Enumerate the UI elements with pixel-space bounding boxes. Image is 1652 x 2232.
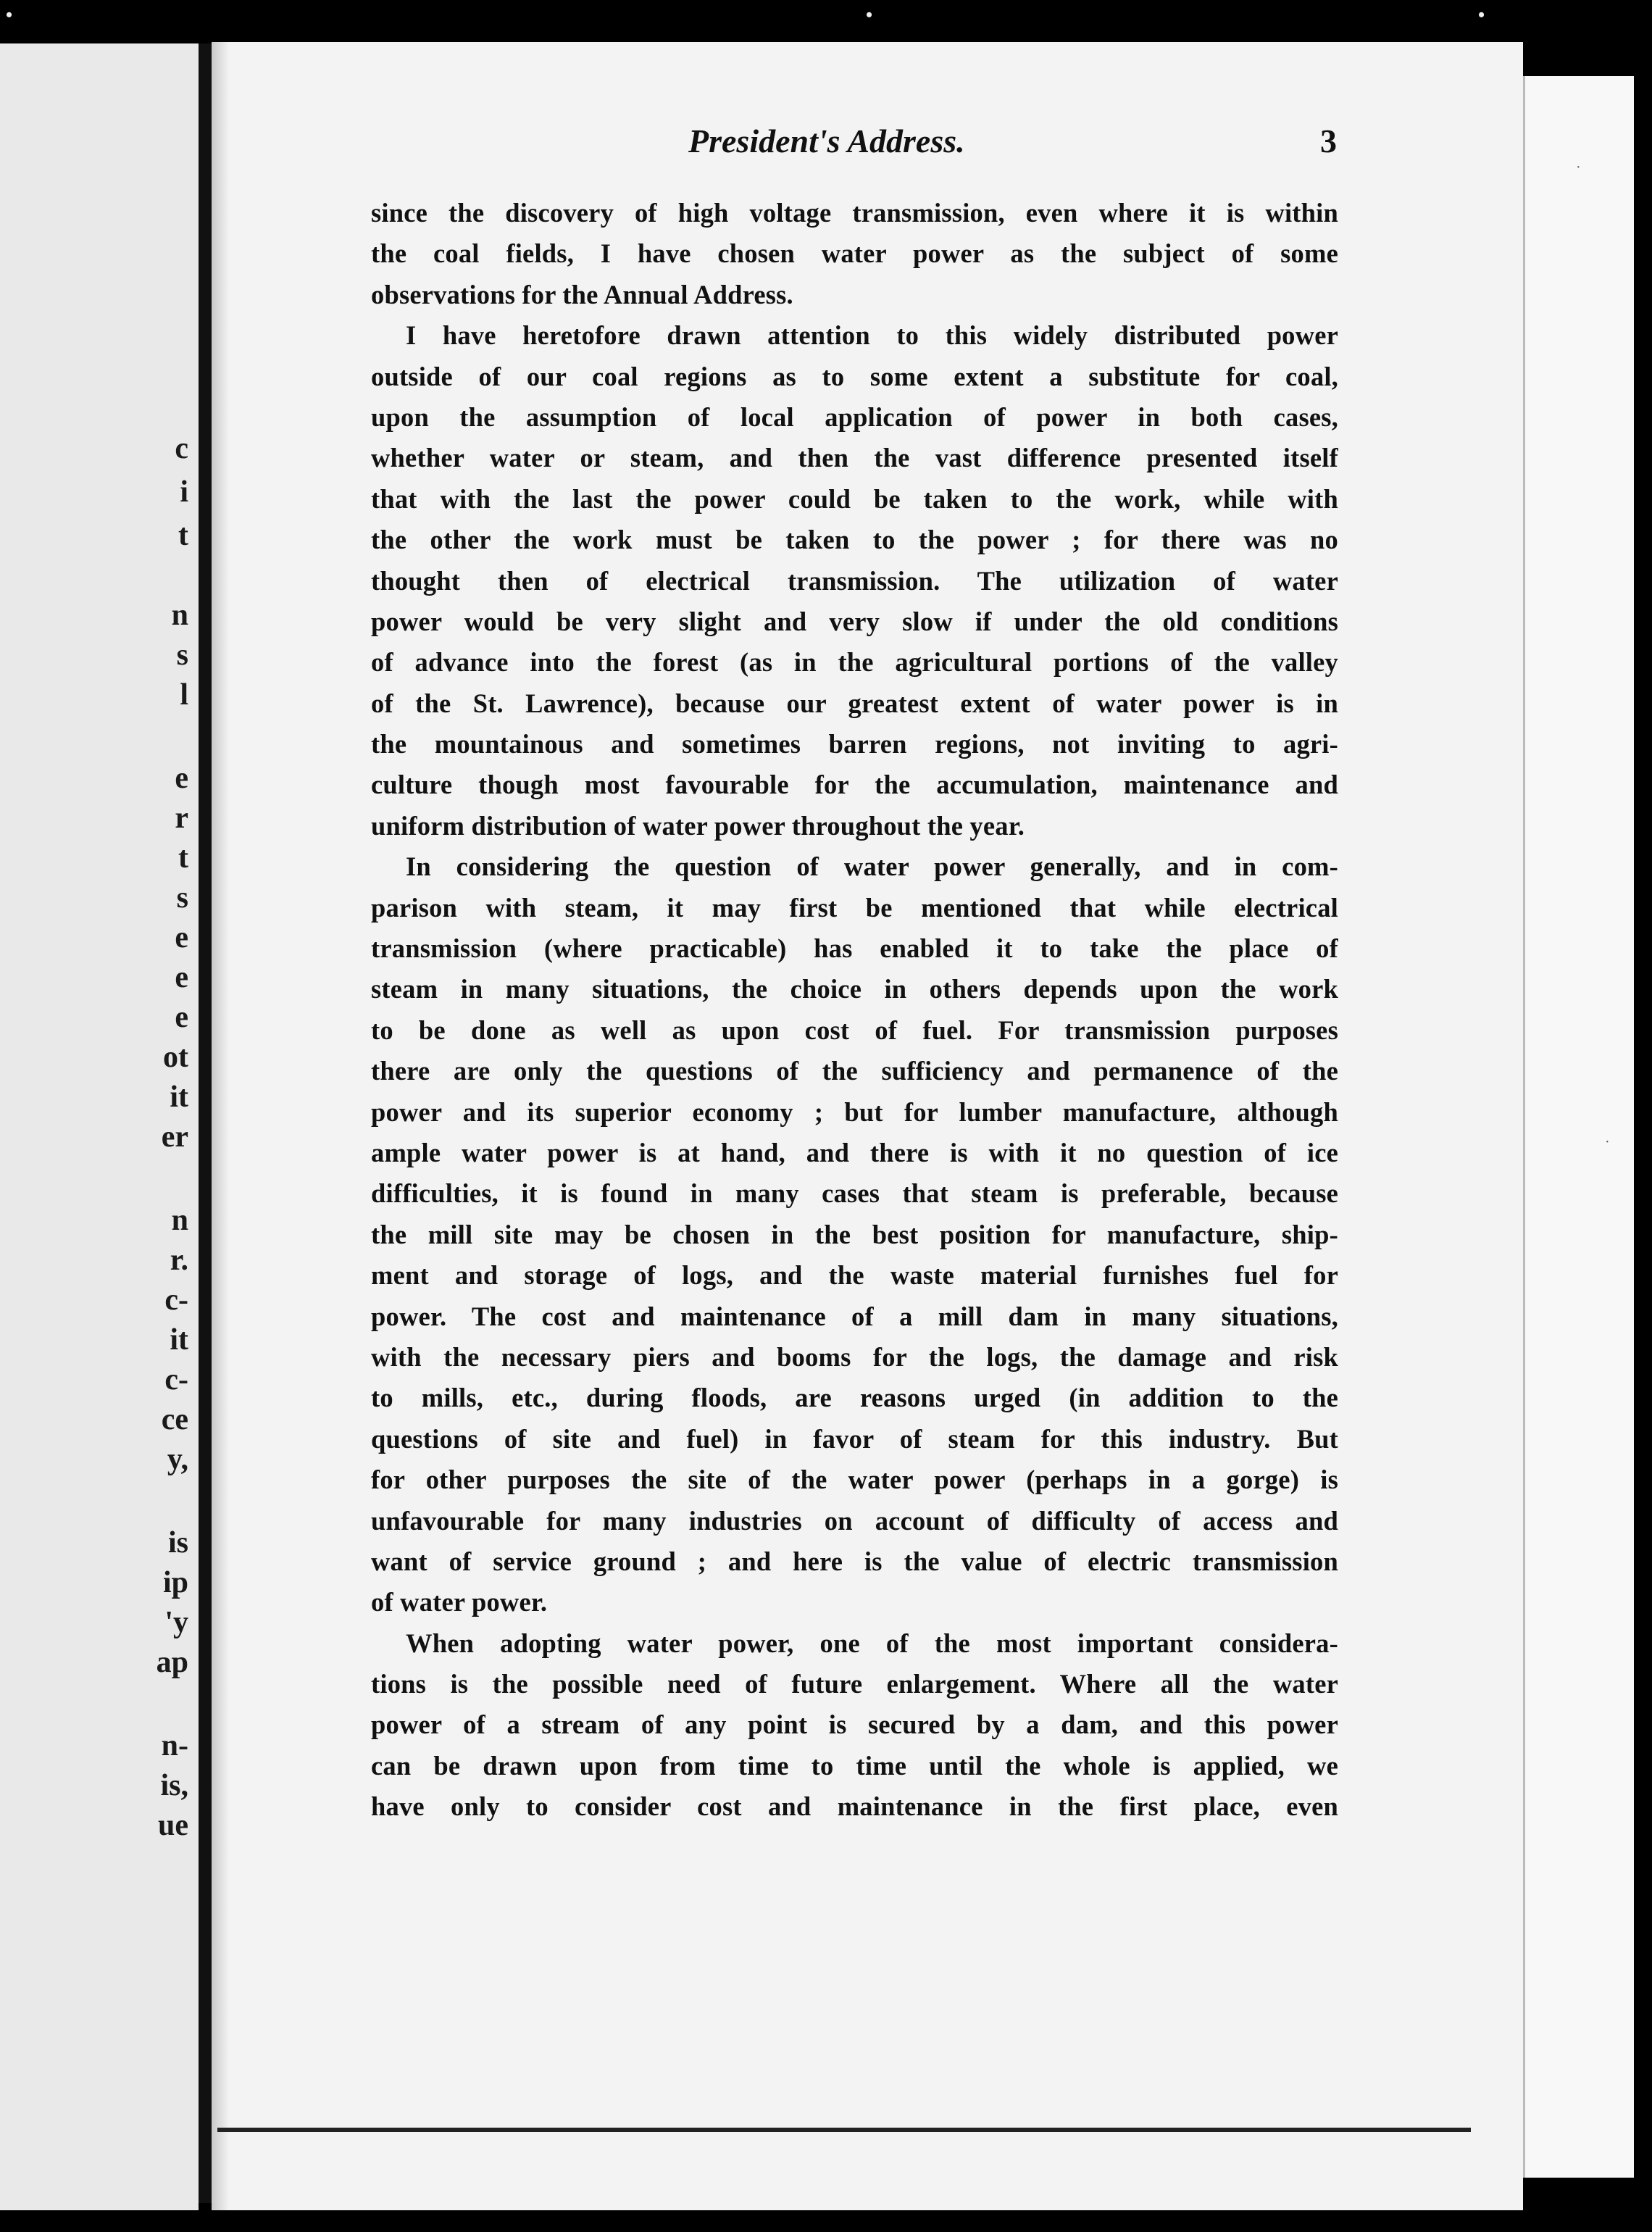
- facing-page-fragment: ap: [156, 1646, 188, 1679]
- text-line: power and its superior economy ; but for lumber manufacture, although: [371, 1096, 1338, 1127]
- facing-page-fragment: c-: [164, 1283, 188, 1317]
- text-line: unfavourable for many industries on account of difficulty of access and: [371, 1505, 1338, 1536]
- running-head: [377, 122, 1337, 172]
- facing-page-fragment: is: [167, 1526, 188, 1560]
- text-line: of advance into the forest (as in the agricultural portions of the valley: [371, 647, 1338, 678]
- facing-page-fragment: c: [175, 432, 188, 465]
- text-line: ample water power is at hand, and there is with it no question of ice: [371, 1137, 1338, 1167]
- text-line: with the necessary piers and booms for the logs, the damage and risk: [371, 1341, 1338, 1372]
- text-line: upon the assumption of local application of power in both cases,: [371, 401, 1338, 432]
- text-line: parison with steam, it may first be mentioned that while electrical: [371, 892, 1338, 923]
- text-line: of the St. Lawrence), because our greatest extent of water power is in: [371, 688, 1338, 718]
- scan-artifact: •: [6, 4, 13, 25]
- scan-speck: ·: [1605, 1134, 1610, 1150]
- scan-speck: ·: [1576, 159, 1581, 175]
- text-line: can be drawn upon from time to time until the whole is applied, we: [371, 1750, 1338, 1781]
- facing-page-fragment: r: [175, 801, 188, 835]
- text-line: the mill site may be chosen in the best position for manufacture, ship-: [371, 1219, 1338, 1249]
- facing-page-fragment: ip: [162, 1566, 188, 1599]
- facing-page-fragment: r.: [170, 1244, 188, 1277]
- text-line: since the discovery of high voltage transmission, even where it is within: [371, 198, 1338, 228]
- facing-page-fragment: l: [180, 678, 188, 712]
- facing-page-fragment: t: [178, 841, 188, 875]
- facing-page-fragment: it: [170, 1080, 188, 1114]
- facing-page-edge: [0, 43, 199, 2210]
- text-line: that with the last the power could be taken to the work, while with: [371, 483, 1338, 514]
- text-line: the mountainous and sometimes barren regions, not inviting to agri-: [371, 729, 1338, 759]
- text-line: outside of our coal regions as to some extent a substitute for coal,: [371, 361, 1338, 391]
- page-number: 3: [1320, 122, 1337, 159]
- text-line: observations for the Annual Address.: [371, 279, 793, 309]
- text-line: power would be very slight and very slow if under the old conditions: [371, 606, 1338, 636]
- text-line: want of service ground ; and here is the value of electric transmission: [371, 1546, 1338, 1576]
- text-line: for other purposes the site of the water power (perhaps in a gorge) is: [371, 1465, 1338, 1495]
- text-line: whether water or steam, and then the vast difference presented itself: [371, 443, 1338, 473]
- facing-page-fragment: c-: [164, 1363, 188, 1396]
- facing-page-fragment: e: [175, 762, 188, 795]
- text-line: the coal fields, I have chosen water power as the subject of some: [371, 238, 1338, 269]
- text-line: tions is the possible need of future enlargement. Where all the water: [371, 1669, 1338, 1699]
- text-line: difficulties, it is found in many cases that steam is preferable, because: [371, 1178, 1338, 1209]
- text-line: I have heretofore drawn attention to this widely distributed power: [406, 320, 1338, 351]
- facing-page-fragment: 'y: [164, 1606, 188, 1639]
- facing-page-fragment: is,: [160, 1769, 188, 1802]
- body-text: [371, 193, 1338, 1828]
- text-line: there are only the questions of the sufficiency and permanence of the: [371, 1056, 1338, 1086]
- facing-page-fragment: s: [176, 881, 188, 915]
- facing-page-fragment: ot: [163, 1041, 188, 1074]
- page-bottom-rule: [217, 2128, 1471, 2132]
- facing-page-fragment: n: [171, 599, 188, 632]
- text-line: When adopting water power, one of the most important considera-: [406, 1628, 1338, 1658]
- facing-page-fragment: e: [175, 921, 188, 954]
- text-line: have only to consider cost and maintenance in the first place, even: [371, 1791, 1338, 1822]
- facing-page-fragment: n: [171, 1204, 188, 1237]
- running-head-title: President's Address.: [688, 122, 965, 159]
- text-line: uniform distribution of water power throughout the year.: [371, 810, 1025, 841]
- text-line: power of a stream of any point is secured by a dam, and this power: [371, 1710, 1338, 1740]
- facing-page-fragment: e: [175, 961, 188, 994]
- text-line: ment and storage of logs, and the waste material furnishes fuel for: [371, 1260, 1338, 1291]
- next-page-edge: [1523, 76, 1634, 2178]
- text-line: thought then of electrical transmission. The utilization of water: [371, 565, 1338, 596]
- facing-page-fragment: er: [161, 1120, 188, 1154]
- text-line: transmission (where practicable) has enabled it to take the place of: [371, 933, 1338, 964]
- text-line: steam in many situations, the choice in others depends upon the work: [371, 974, 1338, 1004]
- text-line: In considering the question of water power generally, and in com-: [406, 851, 1338, 882]
- facing-page-fragment: y,: [167, 1443, 188, 1476]
- text-line: to be done as well as upon cost of fuel. For transmission purposes: [371, 1015, 1338, 1045]
- text-line: questions of site and fuel) in favor of steam for this industry. But: [371, 1423, 1338, 1454]
- text-line: of water power.: [371, 1587, 548, 1617]
- facing-page-fragment: t: [178, 519, 188, 552]
- facing-page-fragment: e: [175, 1001, 188, 1034]
- facing-page-fragment: it: [170, 1323, 188, 1357]
- scan-artifact: •: [866, 4, 873, 25]
- facing-page-fragment: n-: [161, 1729, 188, 1762]
- binding-gutter: [199, 43, 212, 2203]
- facing-page-fragment: ue: [158, 1809, 188, 1842]
- facing-page-fragment: s: [176, 638, 188, 672]
- facing-page-fragment: ce: [161, 1403, 188, 1436]
- text-line: the other the work must be taken to the power ; for there was no: [371, 525, 1338, 555]
- scan-artifact: •: [1478, 4, 1485, 25]
- text-line: to mills, etc., during floods, are reasons urged (in addition to the: [371, 1383, 1338, 1413]
- facing-page-fragment: i: [180, 475, 188, 509]
- page-shadow: [212, 42, 229, 2210]
- text-line: culture though most favourable for the accumulation, maintenance and: [371, 770, 1338, 800]
- text-line: power. The cost and maintenance of a mill dam in many situations,: [371, 1301, 1338, 1331]
